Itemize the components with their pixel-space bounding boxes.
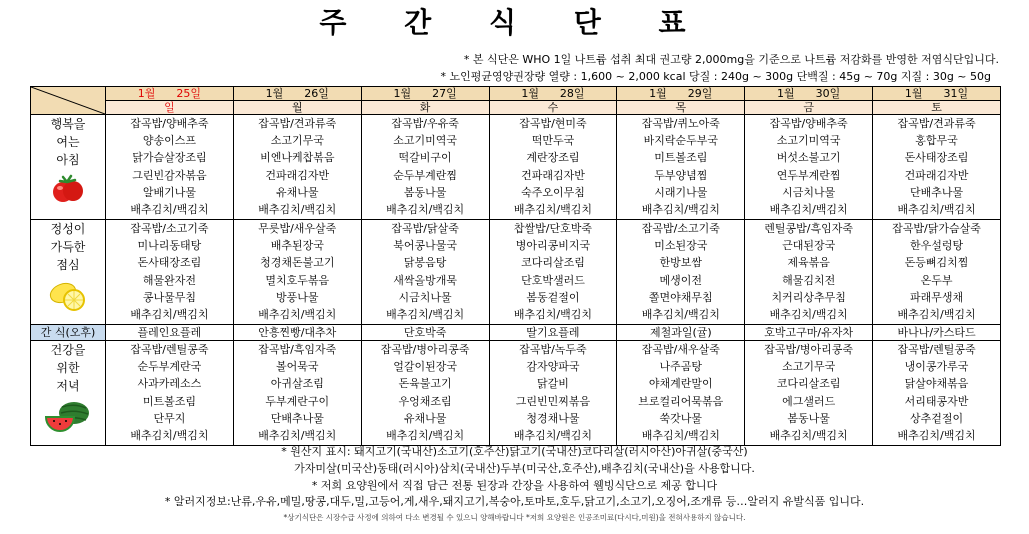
menu-item: 건파래김자반: [521, 168, 585, 182]
menu-item: 청경채나물: [526, 411, 580, 425]
menu-item: 건파래김자반: [904, 168, 969, 182]
menu-item: 순두부계란찜: [393, 168, 457, 182]
menu-item: 방풍나물: [276, 290, 319, 304]
tomato-icon: [51, 173, 85, 205]
menu-item: 잡곡밥/흑임자죽: [258, 343, 337, 356]
lunch-menu-fri: [745, 220, 873, 325]
menu-item: 단무지: [153, 411, 186, 425]
menu-item: 배추김치/백김치: [258, 308, 337, 322]
menu-item: 야채계란말이: [648, 377, 713, 391]
breakfast-row: [31, 115, 1001, 220]
menu-item: 배추김치/백김치: [769, 203, 848, 217]
date-cell: 1월 30일: [745, 87, 873, 101]
menu-item: 닭봉음탕: [403, 256, 447, 270]
menu-item: 청경채돈불고기: [260, 256, 335, 270]
date-cell: 1월 29일: [617, 87, 745, 101]
menu-item: 브로컬리어묵볶음: [638, 394, 724, 408]
lunch-menu-sun: [106, 220, 234, 325]
menu-item: 서리태콩자반: [904, 394, 969, 408]
menu-item: 홍합무국: [915, 134, 958, 148]
weekly-menu-table: [30, 86, 1001, 446]
menu-item: 배추김치/백김치: [897, 308, 976, 322]
menu-item: 배추김치/백김치: [897, 429, 976, 443]
weekday-cell: 일: [106, 101, 234, 115]
menu-item: 계란장조림: [526, 151, 580, 165]
menu-item: 잡곡밥/견과류죽: [258, 117, 337, 130]
menu-item: 병아리콩비지국: [515, 239, 591, 253]
allergy-note: * 알러지정보:난류,우유,메밀,땅콩,대두,밀,고등어,게,새우,돼지고기,복숭아,토마토,호두,닭고기,소고기,오징어,조개류 등…알러지 유발식품 입니다.: [164, 495, 865, 508]
menu-item: 콩나물무침: [142, 290, 196, 304]
menu-item: 두부계란구이: [265, 394, 330, 408]
lunch-label: [31, 220, 106, 325]
menu-item: 잡곡밥/닭가슴살죽: [892, 222, 981, 235]
menu-item: 코다리살조림: [776, 377, 841, 391]
menu-item: 알배기나물: [142, 185, 196, 199]
menu-item: 북어콩나물국: [393, 239, 457, 253]
snack-label: 간 식(오후): [31, 325, 106, 341]
disclaimer-note: *상기식단은 시장수급 사정에 의하여 다소 변경될 수 있으니 양해바랍니다 *저희 요양원은 인공조미료(다시다,미원)을 전혀사용하지 않습니다.: [283, 513, 746, 522]
menu-item: 닭갈비: [537, 377, 569, 391]
date-cell: 1월 27일: [361, 87, 489, 101]
date-cell: 1월 28일: [489, 87, 617, 101]
menu-item: 배추김치/백김치: [769, 308, 848, 322]
menu-item: 그린빈감자볶음: [132, 168, 207, 182]
menu-item: 미트볼조림: [654, 151, 708, 165]
date-row: [31, 87, 1001, 101]
menu-item: 봄동나물: [787, 411, 830, 425]
menu-item: 소고기미역국: [393, 134, 457, 148]
breakfast-menu-mon: [233, 115, 361, 220]
weekday-cell: 금: [745, 101, 873, 115]
menu-item: 멸치호두볶음: [265, 273, 330, 287]
breakfast-menu-sun: [106, 115, 234, 220]
breakfast-menu-sat: [873, 115, 1001, 220]
sauce-note: * 저희 요양원에서 직접 담근 전통 된장과 간장을 사용하여 웰빙식단으로 제공 합니다: [311, 479, 718, 492]
menu-item: 잡곡밥/현미죽: [519, 117, 587, 130]
menu-item: 미트볼조림: [142, 394, 196, 408]
dinner-menu-thu: [617, 341, 745, 446]
menu-item: 닭가슴살장조림: [132, 151, 207, 165]
menu-item: 쫄면야채무침: [648, 290, 713, 304]
corner-cell: [31, 87, 106, 115]
menu-item: 유채나물: [276, 185, 319, 199]
menu-item: 파래무생채: [909, 290, 964, 304]
meal-label-line: 점심: [56, 258, 80, 272]
diagonal-divider: [31, 87, 105, 114]
menu-item: 볼어묵국: [276, 360, 319, 374]
menu-item: 버섯소불고기: [776, 151, 841, 165]
dinner-label: [31, 341, 106, 446]
menu-item: 치커리상추무침: [771, 290, 846, 304]
menu-item: 배추김치/백김치: [513, 429, 592, 443]
dinner-menu-sun: [106, 341, 234, 446]
lemon-icon: [48, 278, 88, 312]
menu-item: 시금치나물: [398, 290, 452, 304]
menu-item: 해물완자전: [142, 273, 196, 287]
meal-label-line: 건강을: [50, 343, 86, 357]
lunch-row: [31, 220, 1001, 325]
lunch-menu-thu: [617, 220, 745, 325]
menu-item: 미나리동태탕: [137, 239, 202, 253]
menu-item: 사과카레소스: [137, 377, 202, 391]
menu-item: 배추김치/백김치: [513, 308, 592, 322]
menu-item: 미소된장국: [654, 239, 708, 253]
breakfast-label: [31, 115, 106, 220]
menu-item: 배추김치/백김치: [897, 203, 976, 217]
menu-item: 숙주오이무침: [521, 185, 585, 199]
menu-item: 잡곡밥/병아리콩죽: [380, 343, 470, 356]
menu-item: 단배추나물: [270, 411, 324, 425]
menu-item: 잡곡밥/병아리콩죽: [764, 343, 853, 356]
menu-item: 아귀살조림: [270, 377, 324, 391]
sodium-note: * 본 식단은 WHO 1일 나트륨 섭취 최대 권고량 2,000mg을 기준으로 나트륨 저감화를 반영한 저염식단입니다.: [463, 53, 999, 66]
menu-item: 배추김치/백김치: [769, 429, 848, 443]
menu-item: 배추김치/백김치: [130, 429, 209, 443]
breakfast-menu-thu: [617, 115, 745, 220]
meal-label-line: 위한: [56, 361, 80, 375]
meal-label-line: 아침: [56, 153, 80, 167]
menu-item: 소고기무국: [782, 360, 836, 374]
menu-item: 우엉채조림: [398, 394, 452, 408]
menu-item: 잡곡밥/녹두죽: [519, 343, 587, 356]
menu-item: 돈사태장조림: [137, 256, 202, 270]
menu-item: 잡곡밥/렌틸콩죽: [130, 343, 209, 356]
menu-item: 메생이전: [659, 273, 703, 287]
menu-item: 소고기미역국: [776, 134, 841, 148]
menu-item: 찹쌀밥/단호박죽: [513, 222, 592, 235]
meal-label-line: 행복을: [50, 117, 86, 131]
menu-item: 감자양파국: [526, 360, 580, 374]
date-cell: 1월 26일: [233, 87, 361, 101]
snack-item: 안흥찐빵/대추차: [233, 325, 361, 341]
breakfast-menu-fri: [745, 115, 873, 220]
menu-item: 잡곡밥/소고기죽: [641, 222, 720, 235]
meal-label-line: 정성이: [50, 222, 86, 236]
menu-item: 한우설렁탕: [909, 239, 964, 253]
menu-item: 새싹올방개묵: [393, 273, 457, 287]
snack-item: 플레인요플레: [106, 325, 234, 341]
dinner-row: [31, 341, 1001, 446]
menu-item: 한방보쌈: [659, 256, 703, 270]
menu-item: 잡곡밥/닭살죽: [391, 222, 459, 235]
date-cell: 1월 25일: [106, 87, 234, 101]
menu-item: 양송이스프: [142, 134, 196, 148]
menu-item: 온두부: [920, 273, 953, 287]
menu-item: 단호박샐러드: [521, 273, 585, 287]
menu-item: 근대된장국: [782, 239, 836, 253]
menu-item: 배추김치/백김치: [386, 429, 465, 443]
menu-item: 렌틸콩밥/흑임자죽: [764, 222, 853, 235]
origin-note-1: * 원산지 표시: 돼지고기(국내산)소고기(호주산)닭고기(국내산)코다리살(러시아산)아귀살(중국산): [281, 445, 748, 458]
breakfast-menu-tue: [361, 115, 489, 220]
dinner-menu-wed: [489, 341, 617, 446]
menu-item: 잡곡밥/소고기죽: [130, 222, 209, 235]
menu-item: 배추김치/백김치: [130, 203, 209, 217]
menu-item: 무릇밥/새우살죽: [258, 222, 337, 235]
menu-item: 상추겉절이: [909, 411, 964, 425]
menu-item: 비엔나케찹볶음: [260, 151, 335, 165]
lunch-menu-sat: [873, 220, 1001, 325]
snack-item: 제철과일(귤): [617, 325, 745, 341]
meal-label-line: 저녁: [56, 379, 80, 393]
menu-item: 순두부계란국: [137, 360, 202, 374]
meal-label-line: 여는: [56, 135, 80, 149]
dinner-menu-sat: [873, 341, 1001, 446]
snack-item: 단호박죽: [361, 325, 489, 341]
lunch-menu-wed: [489, 220, 617, 325]
weekday-cell: 토: [873, 101, 1001, 115]
menu-item: 냉이콩가루국: [904, 360, 969, 374]
dinner-menu-tue: [361, 341, 489, 446]
menu-item: 배추김치/백김치: [641, 308, 720, 322]
menu-item: 바지락순두부국: [643, 134, 718, 148]
menu-item: 배추김치/백김치: [513, 203, 592, 217]
menu-item: 제육볶음: [787, 256, 830, 270]
menu-item: 시래기나물: [654, 185, 708, 199]
breakfast-menu-wed: [489, 115, 617, 220]
menu-item: 해물김치전: [782, 273, 836, 287]
menu-item: 잡곡밥/렌틸콩죽: [897, 343, 976, 356]
weekday-cell: 수: [489, 101, 617, 115]
menu-item: 건파래김자반: [265, 168, 330, 182]
menu-item: 떡만두국: [531, 134, 575, 148]
snack-item: 호박고구마/유자차: [745, 325, 873, 341]
menu-item: 배추김치/백김치: [386, 203, 465, 217]
menu-item: 봄동겉절이: [526, 290, 580, 304]
snack-item: 바나나/카스타드: [873, 325, 1001, 341]
menu-item: 떡갈비구이: [398, 151, 452, 165]
menu-item: 잡곡밥/새우살죽: [641, 343, 720, 356]
menu-item: 잡곡밥/견과류죽: [897, 117, 976, 130]
menu-item: 두부양념찜: [654, 168, 708, 182]
menu-item: 단배추나물: [909, 185, 964, 199]
dinner-menu-fri: [745, 341, 873, 446]
menu-item: 돈사태장조림: [904, 151, 969, 165]
menu-item: 봄동나물: [403, 185, 447, 199]
menu-item: 쑥갓나물: [659, 411, 703, 425]
menu-item: 배추김치/백김치: [641, 429, 720, 443]
menu-item: 나주곰탕: [659, 360, 703, 374]
menu-item: 배추김치/백김치: [386, 308, 465, 322]
snack-row: [31, 325, 1001, 341]
menu-item: 에그샐러드: [782, 394, 836, 408]
meal-label-line: 가득한: [50, 240, 86, 254]
menu-item: 유채나물: [403, 411, 447, 425]
menu-item: 잡곡밥/양배추죽: [769, 117, 848, 130]
lunch-menu-mon: [233, 220, 361, 325]
snack-item: 딸기요플레: [489, 325, 617, 341]
menu-item: 코다리살조림: [521, 256, 585, 270]
menu-item: 배추된장국: [270, 239, 324, 253]
page-title: 주 간 식 단 표: [319, 6, 710, 39]
dinner-menu-mon: [233, 341, 361, 446]
date-cell: 1월 31일: [873, 87, 1001, 101]
menu-item: 배추김치/백김치: [130, 308, 209, 322]
menu-item: 닭살야채볶음: [904, 377, 969, 391]
menu-item: 잡곡밥/우유죽: [391, 117, 459, 130]
menu-item: 잡곡밥/퀴노아죽: [641, 117, 720, 130]
menu-item: 돈등뼈김치찜: [904, 256, 969, 270]
origin-note-2: 가자미살(미국산)동태(러시아)삼치(국내산)두부(미국산,호주산),배추김치(국내산)을 사용합니다.: [294, 462, 755, 475]
menu-item: 돈육불고기: [398, 377, 452, 391]
nutrition-note: * 노인평균영양권장량 열량 : 1,600 ~ 2,000 kcal 당질 : 240g ~ 300g 단백질 : 45g ~ 70g 지질 : 30g ~ 50g: [440, 70, 991, 83]
menu-item: 소고기무국: [270, 134, 324, 148]
menu-item: 시금치나물: [782, 185, 836, 199]
weekday-cell: 목: [617, 101, 745, 115]
menu-item: 배추김치/백김치: [258, 203, 337, 217]
weekday-row: [31, 101, 1001, 115]
watermelon-icon: [44, 399, 92, 433]
menu-item: 배추김치/백김치: [258, 429, 337, 443]
weekday-cell: 월: [233, 101, 361, 115]
weekday-cell: 화: [361, 101, 489, 115]
menu-item: 얼갈이된장국: [393, 360, 457, 374]
menu-item: 그린빈민찌볶음: [515, 394, 591, 408]
menu-item: 배추김치/백김치: [641, 203, 720, 217]
lunch-menu-tue: [361, 220, 489, 325]
menu-item: 잡곡밥/양배추죽: [130, 117, 209, 130]
menu-item: 연두부계란찜: [776, 168, 841, 182]
